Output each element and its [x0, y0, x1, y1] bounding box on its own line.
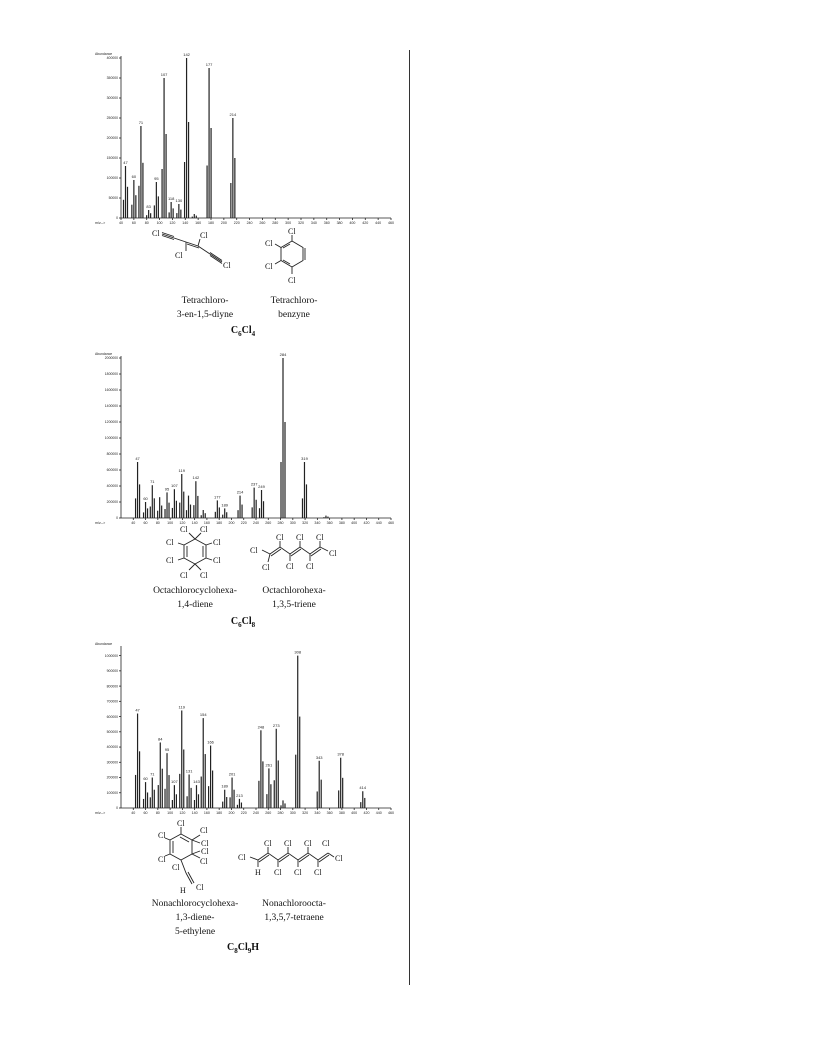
x-tick-label: 200: [228, 811, 235, 815]
x-tick-label: 280: [277, 811, 284, 815]
peak-label: 249: [258, 484, 265, 489]
atom-cl: Cl: [180, 571, 188, 580]
atom-cl: Cl: [316, 533, 324, 542]
x-tick-label: 80: [155, 521, 160, 525]
spectrum-svg: [93, 350, 393, 525]
atom-cl: Cl: [166, 538, 174, 547]
x-tick-label: 120: [169, 221, 176, 225]
peak-label: 189: [221, 502, 229, 508]
atom-cl: Cl: [200, 826, 208, 835]
x-tick-label: 220: [240, 521, 247, 525]
atom-cl-5: Cl: [288, 227, 296, 236]
structure-nonachlorooctatetraene: [238, 838, 348, 880]
x-tick-label: 340: [314, 521, 321, 525]
x-tick-label: 240: [253, 521, 259, 525]
y-tick-label: 400000: [106, 745, 118, 750]
peak-label: 107: [171, 483, 178, 489]
x-tick-label: 400: [351, 811, 358, 815]
atom-h: H: [255, 868, 261, 877]
peak-label: 60: [131, 174, 137, 179]
x-axis-label: m/z-->: [95, 811, 106, 815]
atom-cl: Cl: [262, 563, 270, 572]
x-tick-label: 100: [167, 811, 174, 815]
column-divider: [409, 50, 410, 985]
peak-label: 130: [175, 198, 183, 203]
atom-cl-6: Cl: [265, 239, 273, 248]
x-tick-label: 420: [363, 521, 370, 525]
y-axis-label: Abundance: [95, 642, 113, 646]
x-tick-label: 360: [323, 221, 330, 225]
x-tick-label: 420: [363, 811, 370, 815]
peak-label: 414: [359, 785, 367, 791]
atom-cl: Cl: [329, 549, 337, 558]
peak-label: 107: [160, 72, 168, 77]
peak-label: 119: [178, 468, 185, 473]
x-tick-label: 180: [216, 811, 223, 815]
x-tick-label: 120: [179, 521, 186, 525]
y-tick-label: 900000: [106, 669, 118, 674]
structure-octachlorohexatriene: [250, 532, 340, 574]
peak-label: 71: [150, 771, 155, 777]
peak-label: 84: [158, 736, 163, 742]
x-tick-label: 140: [182, 221, 189, 225]
y-tick-label: 1800000: [104, 372, 118, 377]
y-tick-label: 300000: [106, 760, 118, 765]
x-tick-label: 380: [338, 521, 345, 525]
x-tick-label: 100: [167, 521, 174, 525]
spectrum-svg: [93, 640, 393, 815]
atom-cl: Cl: [276, 533, 284, 542]
x-tick-label: 120: [179, 811, 186, 815]
x-tick-label: 420: [362, 221, 369, 225]
y-tick-label: 400000: [106, 484, 118, 489]
atom-h: H: [180, 886, 186, 895]
x-tick-label: 440: [375, 221, 382, 225]
y-tick-label: 2000000: [104, 356, 118, 361]
atom-cl: Cl: [213, 538, 221, 547]
peak-label: 95: [164, 486, 170, 492]
x-tick-label: 180: [208, 221, 214, 225]
atom-cl: Cl: [286, 562, 294, 571]
x-tick-label: 340: [310, 221, 317, 225]
y-tick-label: 100000: [106, 176, 118, 181]
mass-spectrum-chart-3: [93, 640, 393, 815]
peak-label: 142: [183, 52, 190, 57]
molecular-formula-3: $C_8Cl_9H$: [226, 942, 259, 955]
x-tick-label: 360: [326, 521, 333, 525]
atom-cl: Cl: [166, 556, 174, 565]
compound-name-2b: Octachlorohexa- 1,3,5-triene: [262, 586, 326, 610]
y-axis-label: Abundance: [95, 352, 113, 356]
peak-label: 273: [272, 722, 280, 728]
y-tick-label: 700000: [106, 699, 118, 704]
x-tick-label: 200: [228, 521, 235, 525]
peak-label: 237: [250, 481, 258, 487]
x-tick-label: 160: [203, 521, 210, 525]
atom-cl: Cl: [201, 847, 209, 856]
atom-cl: Cl: [274, 868, 282, 877]
y-tick-label: 800000: [106, 452, 118, 457]
x-tick-label: 400: [351, 521, 358, 525]
x-tick-label: 300: [285, 221, 292, 225]
atom-cl-7: Cl: [265, 262, 273, 271]
y-tick-label: 200000: [106, 775, 118, 780]
atom-cl: Cl: [158, 831, 166, 840]
atom-cl-3: Cl: [200, 231, 208, 240]
atom-cl: Cl: [200, 525, 208, 534]
peak-label: 71: [150, 479, 155, 485]
atom-cl: Cl: [306, 562, 314, 571]
mass-spectrum-chart-2: [93, 350, 393, 525]
y-tick-label: 100000: [106, 790, 118, 795]
x-tick-label: 80: [155, 811, 160, 815]
x-tick-label: 60: [131, 221, 136, 225]
molecular-formula-1: $C_6Cl_4$: [230, 325, 256, 338]
x-tick-label: 300: [289, 521, 296, 525]
y-tick-label: 600000: [106, 468, 118, 473]
x-tick-label: 360: [326, 811, 333, 815]
compound-name-2a: Octachlorocyclohexa- 1,4-diene: [153, 586, 237, 610]
peak-label: 166: [207, 739, 214, 745]
atom-cl: Cl: [201, 839, 209, 848]
atom-cl: Cl: [304, 839, 312, 848]
y-tick-label: 400000: [106, 56, 118, 61]
atom-cl: Cl: [294, 868, 302, 877]
peak-label: 142: [192, 475, 200, 481]
x-tick-label: 280: [277, 521, 284, 525]
spectrum-svg: [93, 50, 393, 225]
compound-name-3b: Nonachloroocta- 1,3,5,7-tetraene: [262, 899, 326, 923]
peak-label: 214: [236, 489, 244, 495]
peak-label: 343: [315, 754, 323, 760]
atom-cl-1: Cl: [152, 229, 160, 238]
atom-cl: Cl: [180, 525, 188, 534]
atom-cl-4: Cl: [223, 261, 231, 270]
peak-label: 47: [123, 160, 128, 165]
x-tick-label: 40: [131, 521, 136, 525]
peak-label: 95: [154, 176, 159, 181]
y-tick-label: 200000: [106, 136, 118, 141]
x-tick-label: 220: [240, 811, 247, 815]
x-tick-label: 400: [349, 221, 356, 225]
atom-cl: Cl: [238, 853, 246, 862]
peak-label: 213: [236, 792, 243, 798]
x-tick-label: 60: [143, 811, 148, 815]
peak-label: 131: [185, 768, 193, 774]
atom-cl-2: Cl: [175, 251, 183, 260]
x-tick-label: 220: [233, 221, 240, 225]
x-tick-label: 440: [375, 811, 382, 815]
y-tick-label: 0: [116, 806, 118, 811]
atom-cl: Cl: [177, 819, 185, 828]
peak-label: 83: [146, 204, 151, 209]
atom-cl: Cl: [250, 546, 258, 555]
peak-label: 119: [178, 704, 185, 710]
x-tick-label: 140: [191, 521, 198, 525]
peak-label: 177: [213, 494, 221, 500]
atom-cl-8: Cl: [288, 276, 296, 285]
x-tick-label: 460: [388, 811, 394, 815]
molecular-formula-2: $C_6Cl_8$: [230, 616, 256, 629]
peak-label: 214: [229, 112, 237, 117]
x-tick-label: 60: [143, 521, 148, 525]
y-tick-label: 200000: [106, 500, 118, 505]
x-tick-label: 440: [375, 521, 382, 525]
peak-label: 189: [221, 783, 229, 789]
structure-nonachlorocyclohexadiene-ethylene: [158, 818, 223, 896]
y-tick-label: 0: [116, 216, 118, 221]
atom-cl: Cl: [322, 839, 330, 848]
y-tick-label: 1400000: [104, 404, 118, 409]
compound-name-1a: Tetrachloro- 3-en-1,5-diyne: [176, 296, 234, 320]
x-axis-label: m/z-->: [95, 221, 106, 225]
atom-cl: Cl: [172, 863, 180, 872]
x-tick-label: 200: [220, 221, 227, 225]
peak-label: 284: [279, 352, 287, 357]
peak-label: 118: [167, 196, 175, 201]
atom-cl: Cl: [213, 556, 221, 565]
peak-label: 60: [143, 776, 148, 782]
x-tick-label: 160: [203, 811, 210, 815]
x-tick-label: 320: [302, 521, 309, 525]
x-tick-label: 100: [156, 221, 163, 225]
peak-label: 177: [205, 62, 213, 67]
atom-cl: Cl: [264, 839, 272, 848]
x-tick-label: 380: [338, 811, 345, 815]
peak-label: 47: [135, 707, 140, 713]
y-tick-label: 250000: [106, 116, 118, 121]
atom-cl: Cl: [314, 868, 322, 877]
peak-label: 95: [164, 747, 170, 753]
mass-spectrum-chart-1: [93, 50, 393, 225]
y-tick-label: 1200000: [104, 420, 118, 425]
atom-cl: Cl: [296, 533, 304, 542]
peak-label: 47: [135, 456, 140, 461]
atom-cl: Cl: [196, 883, 204, 892]
x-tick-label: 40: [131, 811, 136, 815]
y-tick-label: 50000: [108, 196, 118, 201]
atom-cl: Cl: [200, 857, 208, 866]
peak-label: 319: [301, 456, 308, 461]
compound-name-3a: Nonachlorocyclohexa- 1,3-diene- 5-ethylene: [151, 899, 239, 937]
atom-cl: Cl: [200, 571, 208, 580]
peak-label: 107: [171, 779, 178, 785]
x-tick-label: 180: [216, 521, 223, 525]
peak-label: 201: [228, 771, 236, 777]
peak-label: 378: [337, 751, 345, 757]
x-tick-label: 460: [388, 221, 394, 225]
y-axis-label: Abundance: [95, 52, 113, 56]
y-tick-label: 500000: [106, 730, 118, 735]
peak-label: 71: [138, 120, 144, 125]
x-tick-label: 320: [302, 811, 309, 815]
peak-label: 248: [257, 724, 265, 730]
y-tick-label: 1600000: [104, 388, 118, 393]
x-tick-label: 240: [246, 221, 253, 225]
peak-label: 143: [193, 779, 200, 785]
x-tick-label: 160: [195, 221, 202, 225]
x-tick-label: 140: [191, 811, 198, 815]
x-tick-label: 380: [336, 221, 343, 225]
y-tick-label: 150000: [106, 156, 118, 161]
x-tick-label: 320: [298, 221, 304, 225]
x-tick-label: 460: [388, 521, 394, 525]
structure-tetrachloro-diyne: [150, 225, 240, 275]
peak-label: 154: [199, 712, 207, 718]
peak-label: 308: [294, 649, 302, 655]
x-tick-label: 280: [272, 221, 279, 225]
y-tick-label: 300000: [106, 96, 118, 101]
y-tick-label: 0: [116, 516, 118, 521]
atom-cl: Cl: [158, 855, 166, 864]
x-tick-label: 340: [314, 811, 321, 815]
x-tick-label: 260: [265, 811, 272, 815]
y-tick-label: 350000: [106, 76, 118, 81]
structure-tetrachloro-benzyne: [262, 225, 322, 290]
x-tick-label: 80: [144, 221, 149, 225]
y-tick-label: 800000: [106, 684, 118, 689]
x-axis-label: m/z-->: [95, 521, 106, 525]
x-tick-label: 300: [289, 811, 296, 815]
compound-name-1b: Tetrachloro- benzyne: [270, 296, 318, 320]
x-tick-label: 240: [253, 811, 259, 815]
x-tick-label: 40: [119, 221, 123, 225]
atom-cl: Cl: [335, 854, 343, 863]
y-tick-label: 1000000: [104, 436, 118, 441]
peak-label: 60: [143, 496, 148, 501]
structure-octachlorocyclohexadiene: [165, 523, 235, 581]
peak-label: 261: [265, 762, 273, 768]
y-tick-label: 600000: [106, 714, 118, 719]
atom-cl: Cl: [284, 839, 292, 848]
y-tick-label: 1000000: [104, 653, 118, 658]
x-tick-label: 260: [265, 521, 272, 525]
x-tick-label: 260: [259, 221, 266, 225]
